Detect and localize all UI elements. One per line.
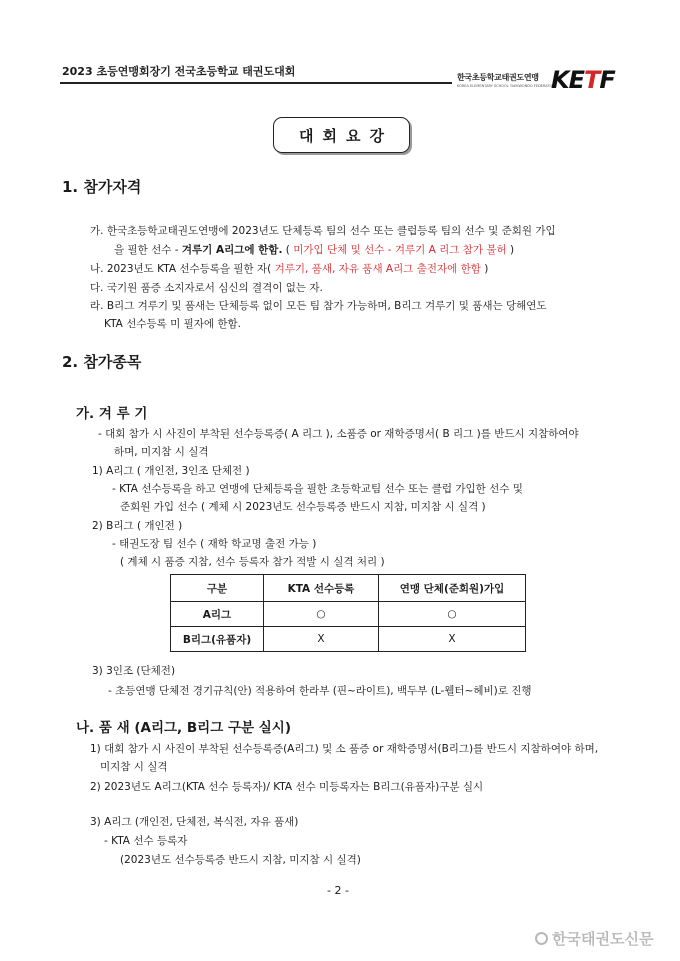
paragraph-line: 라. B리그 겨루기 및 품새는 단체등록 없이 모든 팀 참가 가능하며, B리그 겨루기 및 품새는 당해연도 [90,300,547,312]
paragraph-line: 2) 2023년도 A리그(KTA 선수 등록자)/ KTA 선수 미등록자는 B리그(유품자)구분 실시 [90,781,484,793]
paragraph-line: - 대회 참가 시 사진이 부착된 선수등록증( A 리그 ), 소품증 or 재학증명서( B 리그 )를 반드시 지참하여야 [98,428,579,440]
federation-logo-subtext: KOREA ELEMENTARY SCHOOL TAEKWONDO FEDERATION [457,84,556,88]
table-cell: ○ [379,602,526,627]
section-heading: 2. 참가종목 [62,353,142,371]
paragraph-line: 준회원 가입 선수 ( 계체 시 2023년도 선수등록증 반드시 지참, 미지참 시 실격 ) [120,501,486,513]
header-title: 2023 초등연맹회장기 전국초등학교 태권도대회 [62,65,296,78]
subsection-heading: 가. 겨 루 기 [76,406,148,422]
paragraph-line: 1) 대회 참가 시 사진이 부착된 선수등록증(A리그) 및 소 품증 or 재학증명서(B리그)를 반드시 지참하여야 하며, [90,743,599,755]
paragraph-line: 을 필한 선수 - 겨루기 A리그에 한함. ( 미가입 단체 및 선수 - 겨루기 A 리그 참가 불허 ) [114,244,515,256]
header-rule [60,82,452,84]
paragraph-line: - KTA 선수 등록자 [104,835,188,847]
ketf-logo: KETF [551,66,615,94]
paragraph-line: 3) 3인조 (단체전) [92,665,176,677]
table-cell: X [264,627,379,652]
paragraph-line: 2) B리그 ( 개인전 ) [92,520,183,532]
table-cell: A리그 [171,602,264,627]
paragraph-line: ( 계체 시 품증 지참, 선수 등록자 참가 적발 시 실격 처리 ) [120,556,385,568]
table-cell: B리그(유품자) [171,627,264,652]
table-row [171,602,526,627]
table-row [171,627,526,652]
paragraph-line: - 초등연맹 단체전 경기규칙(안) 적용하여 한라부 (핀~라이트), 백두부 (L-웰터~헤비)로 진행 [108,685,532,697]
table-header-row [171,575,526,602]
paragraph-line: KTA 선수등록 미 필자에 한함. [104,318,241,330]
page-number: - 2 - [327,884,349,897]
table-cell: X [379,627,526,652]
subsection-heading: 나. 품 새 (A리그, B리그 구분 실시) [76,720,291,736]
doc-title: 대회요강 [273,117,410,153]
table-header-cell: 구분 [171,575,264,602]
paragraph-line: 미지참 시 실격 [100,761,168,773]
table-cell: ○ [264,602,379,627]
paragraph-line: 다. 국기원 품증 소지자로서 심신의 결격이 없는 자. [90,282,323,294]
paragraph-line: - KTA 선수등록을 하고 연맹에 단체등록을 필한 초등학교팀 선수 또는 클럽 가입한 선수 및 [112,483,523,495]
paragraph-line: 나. 2023년도 KTA 선수등록을 필한 자( 겨루기, 품새, 자유 품새 A리그 출전자에 한함 ) [90,263,489,275]
paragraph-line: 하며, 미지참 시 실격 [114,446,209,458]
eligibility-table [170,574,526,652]
paragraph-line: 3) A리그 (개인전, 단체전, 복식전, 자유 품새) [90,816,299,828]
newspaper-watermark: 한국태권도신문 [535,928,653,949]
paragraph-line: (2023년도 선수등록증 반드시 지참, 미지참 시 실격) [120,854,361,866]
paragraph-line: 가. 한국초등학교태권도연맹에 2023년도 단체등록 팀의 선수 또는 클럽등록 팀의 선수 및 준회원 가입 [90,225,556,237]
watermark-icon [535,932,548,945]
section-heading: 1. 참가자격 [62,178,142,196]
table-header-cell: 연맹 단체(준회원)가입 [379,575,526,602]
table-header-cell: KTA 선수등록 [264,575,379,602]
federation-logo-text: 한국초등학교태권도연맹 [457,73,539,82]
paragraph-line: 1) A리그 ( 개인전, 3인조 단체전 ) [92,465,250,477]
paragraph-line: - 태권도장 팀 선수 ( 재학 학교명 출전 가능 ) [112,538,317,550]
